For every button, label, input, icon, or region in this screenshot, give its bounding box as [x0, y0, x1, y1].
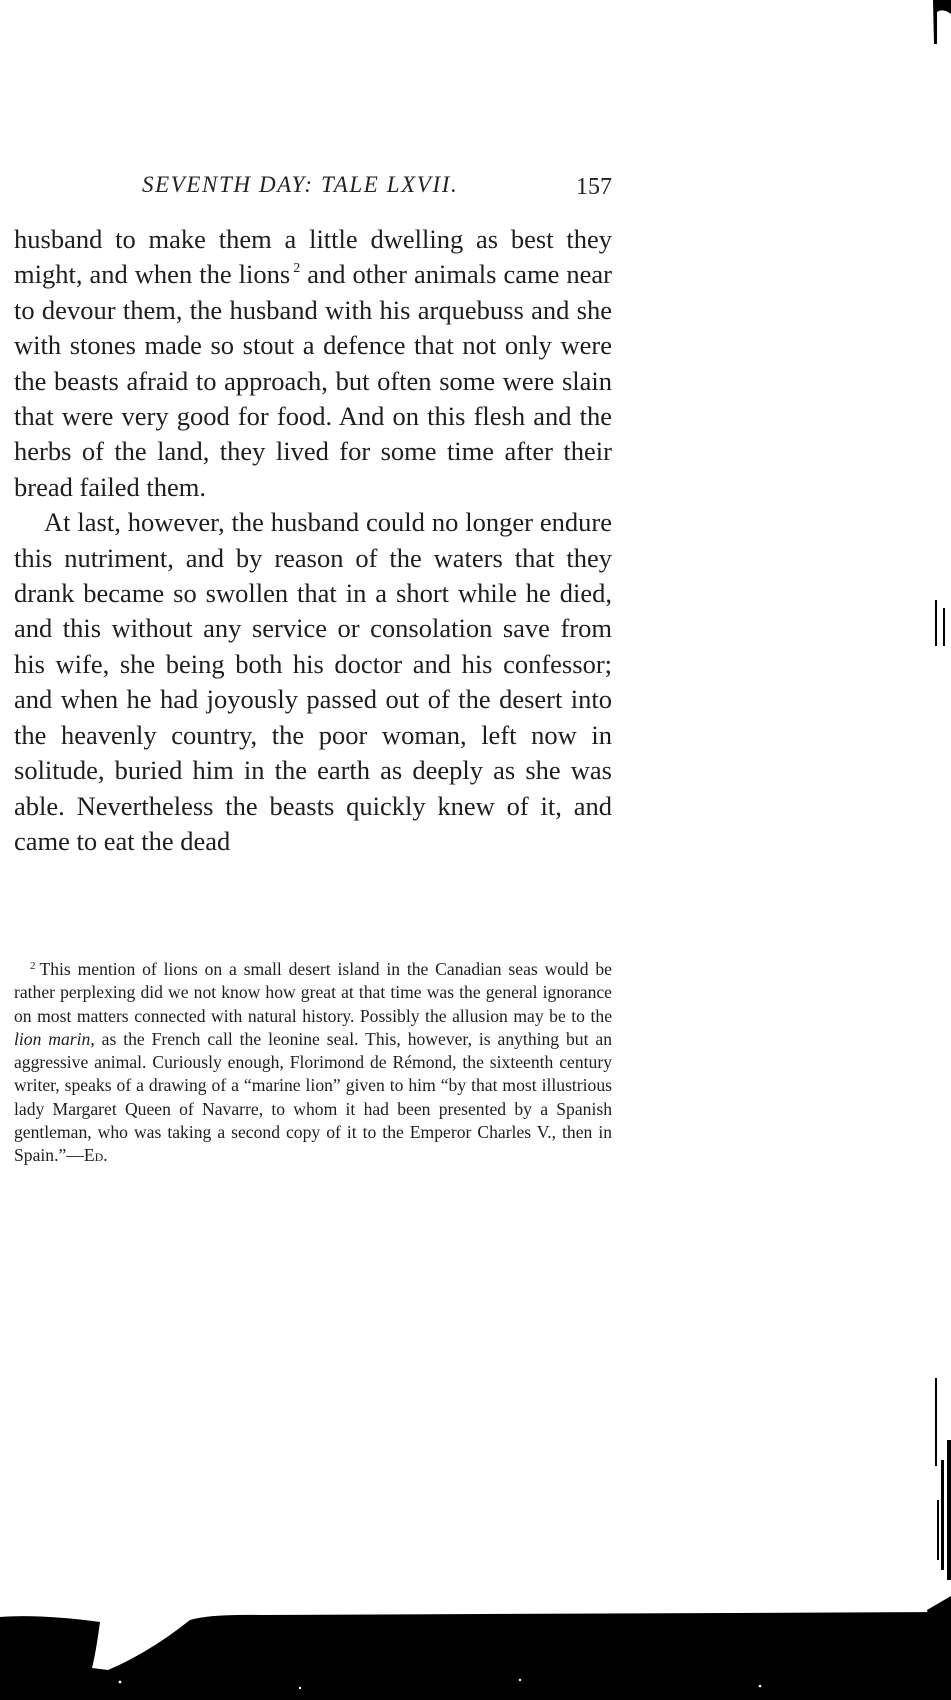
paragraph-1-end: and other animals came near to devour them, the husband with his arquebuss and she with stones made so stout a defence that not only were the beasts afraid to approach, but often some were slain that were very good for food. And on this flesh and the herbs of the land, they lived for some time after their bread failed them.	[14, 259, 612, 502]
paragraph-1-start: husband to make them a little dwelling as best they might, and when the lions	[14, 224, 612, 290]
footnote	[14, 958, 612, 1168]
page-number: 157	[576, 174, 612, 200]
footnote-signature: Ed.	[83, 1145, 108, 1166]
running-head	[14, 172, 612, 202]
footnote-text-end: , as the French call the leonine seal. This, however, is anything but an aggressive animal. Curiously enough, Florimond de Rémond, the sixteenth century writer, speaks of a drawing of a “marine lion” given to him “by that most illustrious lady Margaret Queen of Navarre, to whom it had been presented by a Spanish gentleman, who was taking a second copy of it to the Emperor Charles V., then in Spain.”—	[14, 1028, 612, 1166]
scan-bottom-edge	[0, 1612, 951, 1700]
paragraph-2: At last, however, the husband could no longer endure this nutriment, and by reason of the waters that they drank became so swollen that in a short while he died, and this without any service or consolation save from his wife, she being both his doctor and his confessor; and when he had joyously passed out of the desert into the heavenly country, the poor woman, left now in solitude, buried him in the earth as deeply as she was able. Nevertheless the beasts quickly knew of it, and came to eat the dead	[14, 507, 612, 856]
paragraph-1	[14, 222, 612, 505]
running-title: SEVENTH DAY: TALE LXVII.	[142, 172, 459, 197]
footnote-text-start: This mention of lions on a small desert island in the Canadian seas would be rather perplexing did we not know how great at that time was the general ignorance on most matters connected with natural history. Possibly the allusion may be to the	[14, 959, 612, 1026]
footnote-reference: 2	[293, 261, 301, 277]
footnote-number: 2	[30, 960, 36, 972]
scan-right-edge	[891, 0, 951, 1700]
footnote-paragraph	[14, 958, 612, 1168]
body-text	[14, 222, 612, 859]
footnote-italic-term: lion marin	[14, 1028, 91, 1049]
